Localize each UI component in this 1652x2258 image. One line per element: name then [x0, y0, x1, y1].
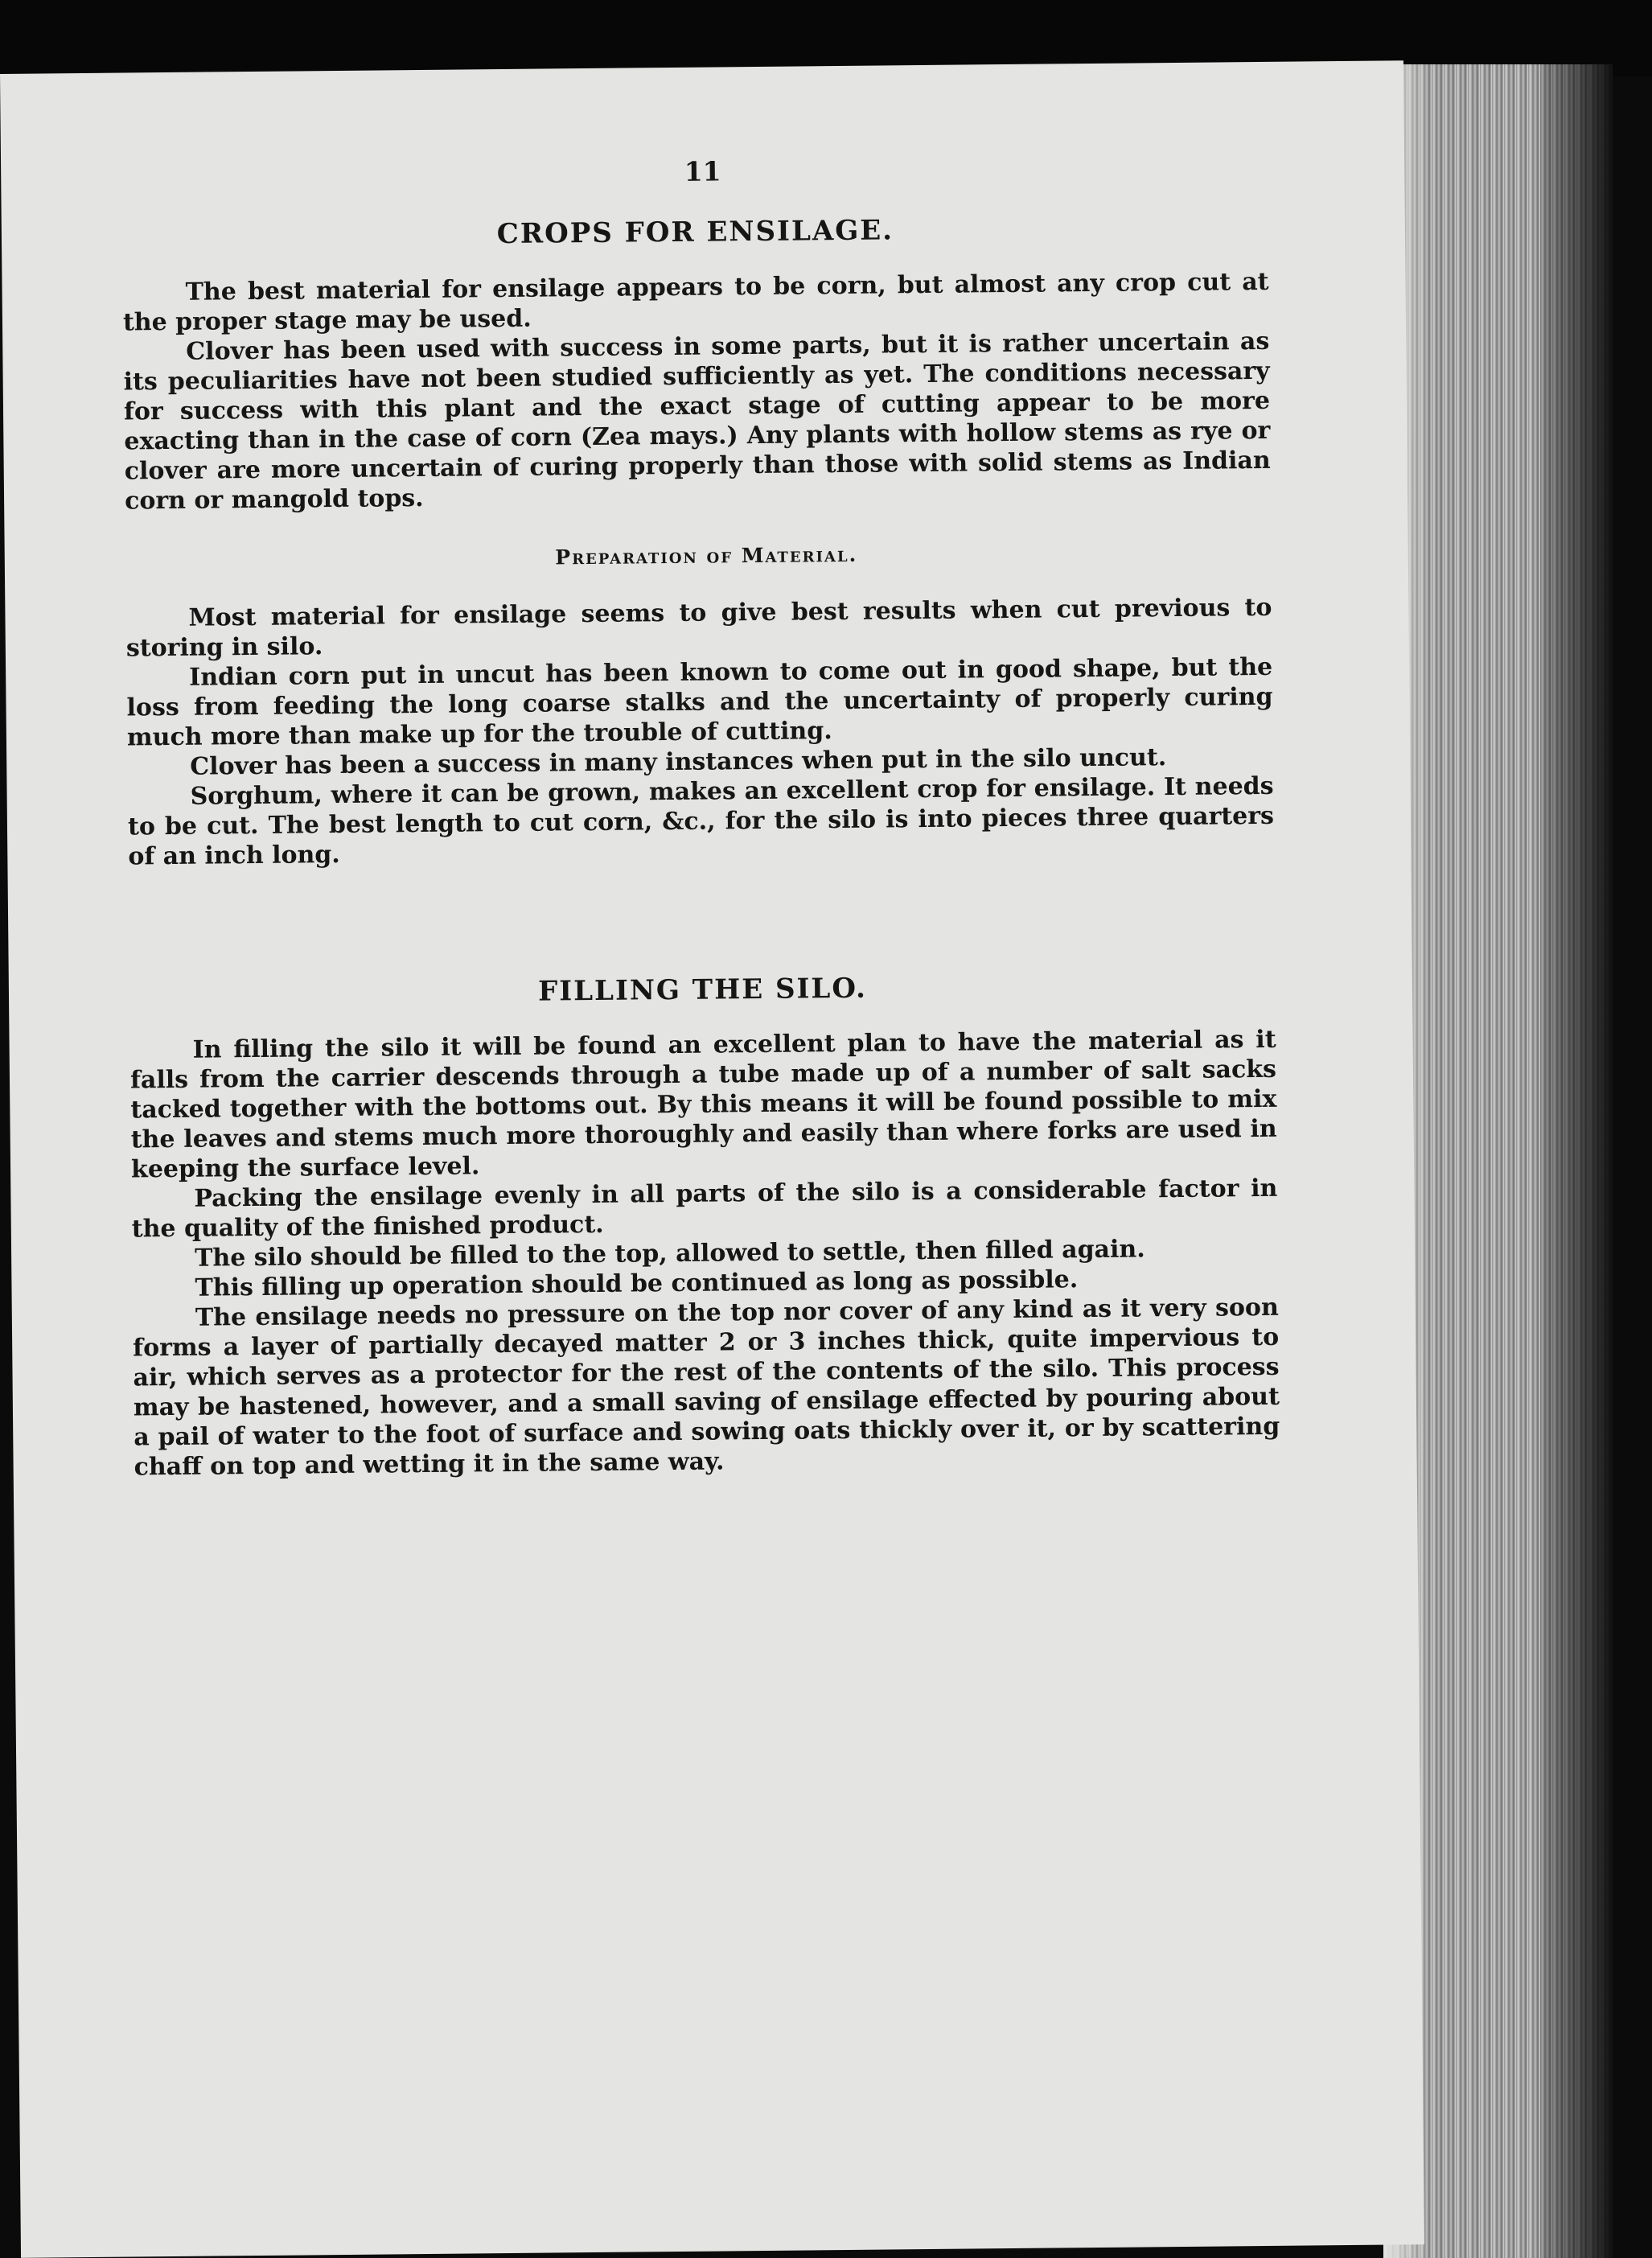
- section-title: CROPS FOR ENSILAGE.: [496, 214, 894, 251]
- paragraph: Most material for ensilage seems to give best results when cut previous to storing in silo.: [125, 593, 1272, 663]
- paragraph: Indian corn put in uncut has been known to come out in good shape, but the loss from feeding the long coarse stalks and the uncertainty of properly curing much more than make up for the trouble of cutting.: [126, 652, 1273, 752]
- spacer: [129, 895, 1276, 980]
- section-title: FILLING THE SILO.: [537, 972, 868, 1008]
- page-text: [121, 150, 1280, 1483]
- paragraph: Packing the ensilage evenly in all parts of the silo is a considerable factor in the quality of the finished product.: [131, 1174, 1278, 1244]
- page-number: 11: [684, 155, 721, 187]
- section-filling-the-silo: [129, 969, 1280, 1483]
- paragraph: This filling up operation should be continued as long as possible.: [195, 1265, 1079, 1302]
- paragraph: The best material for ensilage appears to be corn, but almost any crop cut at the proper stage may be used.: [122, 267, 1269, 337]
- paragraph: The ensilage needs no pressure on the top nor cover of any kind as it very soon forms a layer of partially decayed matter 2 or 3 inches thick, quite impervious to air, which serves as a protector for the rest of the contents of the silo. This process may be hastened, however, and a small saving of ensilage effected by pouring about a pail of water to the foot of surface and sowing oats thickly over it, or by scattering chaff on top and wetting it in the same way.: [133, 1293, 1280, 1482]
- subsection-title: Preparation of Material.: [555, 542, 858, 570]
- book-page: [0, 60, 1424, 2258]
- paragraph: Sorghum, where it can be grown, makes an excellent crop for ensilage. It needs to be cut. The best length to cut corn, &c., for the silo is into pieces three quarters of an inch long.: [127, 771, 1275, 871]
- section-preparation-of-material: [125, 539, 1275, 872]
- paragraph: Clover has been used with success in some parts, but it is rather uncertain as its peculiarities have not been studied sufficiently as yet. The conditions necessary for success with this plant and the exact stage of cutting appear to be more exacting than in the case of corn (Zea mays.) Any plants with hollow stems as rye or clover are more uncertain of curing properly than those with solid stems as Indian corn or mangold tops.: [123, 327, 1271, 516]
- section-crops-for-ensilage: [122, 211, 1271, 516]
- paragraph: In filling the silo it will be found an excellent plan to have the material as it falls from the carrier descends through a tube made up of a number of salt sacks tacked together with the bottoms out. By this means it will be found possible to mix the leaves and stems much more thoroughly and easily than where forks are used in keeping the surface level.: [129, 1025, 1277, 1184]
- paragraph: The silo should be filled to the top, allowed to settle, then filled again.: [194, 1235, 1145, 1273]
- paragraph: Clover has been a success in many instances when put in the silo uncut.: [190, 743, 1167, 781]
